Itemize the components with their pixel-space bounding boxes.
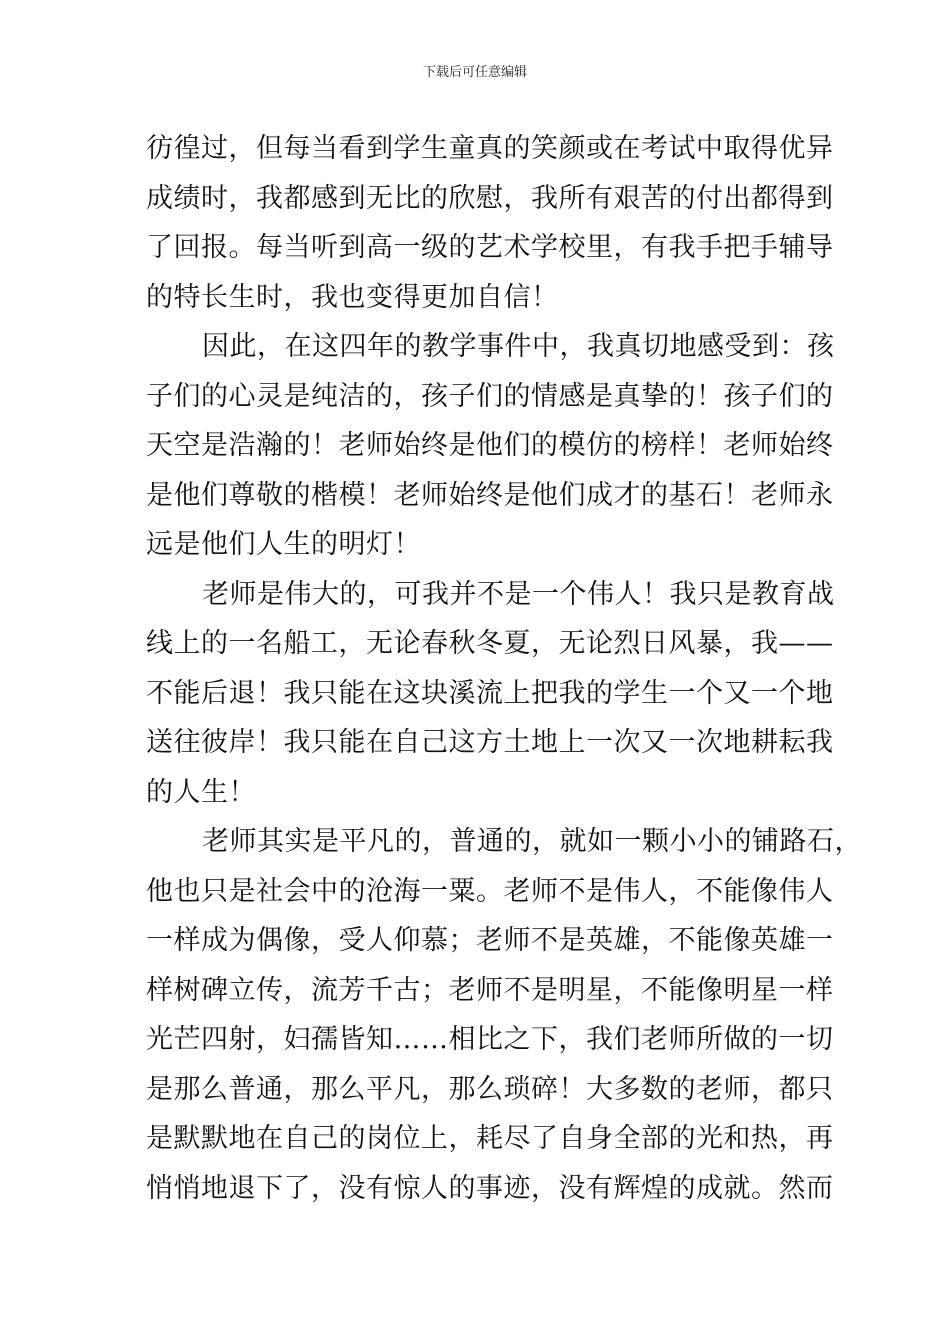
text-line: 成绩时，我都感到无比的欣慰，我所有艰苦的付出都得到 (146, 182, 834, 214)
text-line: 送往彼岸！我只能在自己这方土地上一次又一次地耕耘我 (146, 727, 834, 758)
text-line: 光芒四射，妇孺皆知……相比之下，我们老师所做的一切 (146, 1024, 834, 1055)
text-line: 子们的心灵是纯洁的，孩子们的情感是真挚的！孩子们的 (146, 380, 834, 412)
paragraph-start-line: 因此，在这四年的教学事件中，我真切地感受到：孩 (202, 331, 835, 362)
text-line: 一样成为偶像，受人仰慕；老师不是英雄，不能像英雄一 (146, 925, 834, 956)
paragraph-start-line: 老师是伟大的，可我并不是一个伟人！我只是教育战 (202, 578, 835, 610)
text-line: 样树碑立传，流芳千古；老师不是明星，不能像明星一样 (146, 974, 834, 1006)
paragraph-start-line: 老师其实是平凡的，普通的，就如一颗小小的铺路石， (202, 826, 862, 857)
text-line: 远是他们人生的明灯！ (146, 529, 421, 560)
text-line: 彷徨过，但每当看到学生童真的笑颜或在考试中取得优异 (146, 133, 834, 164)
text-line: 了回报。每当听到高一级的艺术学校里，有我手把手辅导 (146, 232, 834, 263)
header-note: 下载后可任意编辑 (422, 65, 527, 80)
text-line: 的人生！ (146, 776, 256, 808)
text-line: 他也只是社会中的沧海一粟。老师不是伟人，不能像伟人 (146, 875, 834, 907)
text-line: 是默默地在自己的岗位上，耗尽了自身全部的光和热，再 (146, 1123, 834, 1154)
text-line: 的特长生时，我也变得更加自信！ (146, 281, 559, 313)
text-line: 悄悄地退下了，没有惊人的事迹，没有辉煌的成就。然而 (146, 1172, 834, 1204)
text-line: 天空是浩瀚的！老师始终是他们的模仿的榜样！老师始终 (146, 430, 834, 461)
text-line: 线上的一名船工，无论春秋冬夏，无论烈日风暴，我—— (146, 628, 834, 659)
text-line: 是他们尊敬的楷模！老师始终是他们成才的基石！老师永 (146, 479, 834, 511)
text-line: 是那么普通，那么平凡，那么琐碎！大多数的老师，都只 (146, 1073, 834, 1105)
text-line: 不能后退！我只能在这块溪流上把我的学生一个又一个地 (146, 677, 834, 709)
document-body (146, 124, 862, 1213)
